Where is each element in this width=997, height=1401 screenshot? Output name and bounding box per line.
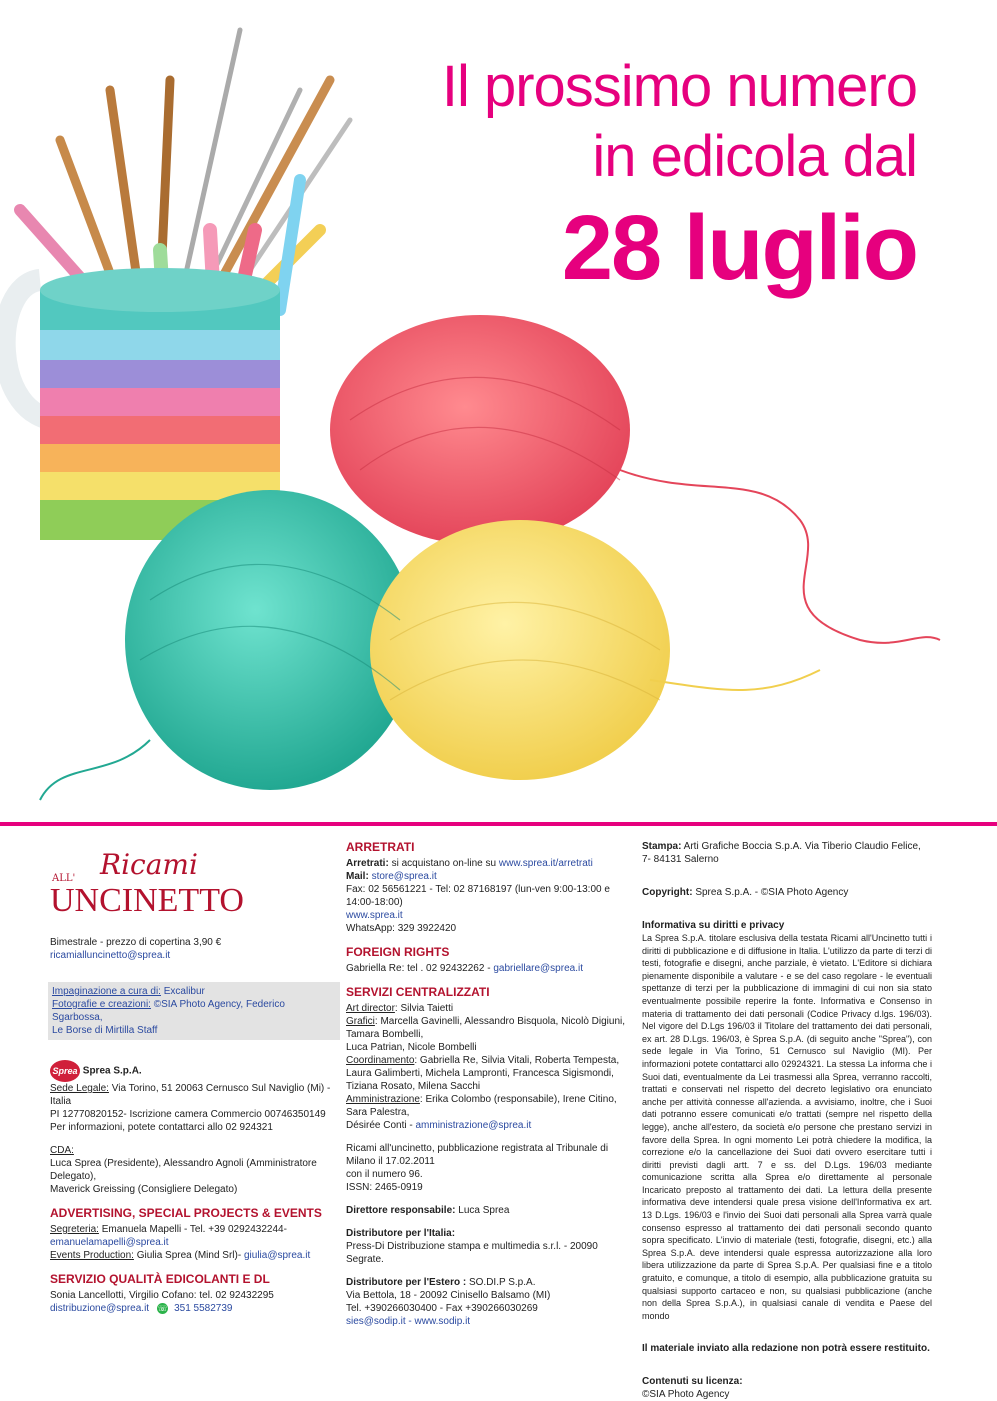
divider [0, 822, 997, 826]
headline-date: 28 luglio [561, 197, 917, 299]
sede-label: Sede Legale: [50, 1083, 109, 1094]
segreteria: Emanuela Mapelli - Tel. +39 0292432244- [98, 1224, 287, 1235]
impaginazione-label: Impaginazione a cura di: [52, 986, 161, 997]
amm-email[interactable]: amministrazione@sprea.it [415, 1120, 532, 1131]
amm: : Erika Colombo (responsabile), Irene Citino, Sara Palestra, [346, 1094, 617, 1118]
wa-number[interactable]: 351 5582739 [174, 1303, 233, 1314]
arretrati-title: ARRETRATI [346, 840, 415, 854]
cda-label: CDA: [50, 1145, 74, 1156]
events-email[interactable]: giulia@sprea.it [243, 1250, 311, 1261]
stampa-label: Stampa: [642, 841, 682, 852]
privacy-title: Informativa su diritti e privacy [642, 920, 785, 931]
foto-label: Fotografie e creazioni: [52, 999, 151, 1010]
dist-est: SO.DI.P S.p.A. [466, 1277, 536, 1288]
sq-title: SERVIZIO QUALITÀ EDICOLANTI E DL [50, 1272, 270, 1286]
dir-label: Direttore responsabile: [346, 1205, 456, 1216]
sq: Sonia Lancellotti, Virgilio Cofano: tel. 02 92432295 [50, 1290, 274, 1301]
impaginazione: Excalibur [160, 986, 205, 997]
fr: Gabriella Re: tel . 02 92432262 - [346, 963, 494, 974]
privacy-text: La Sprea S.p.A. titolare esclusiva della testata Ricami all'Uncinetto tutti i diritti di pubblicazione e di diffusione in Italia. L'utilizzo da parte di terzi di testi, fotografie e disegni, anche parziale, è vietato. L'Editore si dichiara pienamente disponibile a valutare - e se del caso regolare - le eventuali spettanze di terzi per la pubblicazione di immagini di cui non sia stato eventualmente possibile reperire la fonte. Informativa e Consenso in materia di trattamento dei dati personali (Codice Privacy d.lgs. 196/03). Nel vigore del D.Lgs 196/03 il Titolare del trattamento dei dati personali, ex art. 28 D.Lgs. 196/03, è Sprea S.p.A. (di seguito anche "Sprea"), con sede legale in Via Torino, 51 Cernusco sul Naviglio (MI). Per informazioni potete contattarci allo 02924321. La stessa La informa che i Suoi dati, eventualmente da Lei trasmessi alla Sprea, verranno raccolti, trattati e conservati nel rispetto del decreto legislativo ora enunciato anche per attività connesse all'azienda. a avvisiamo, inoltre, che i Suoi dati potranno essere comunicati e/o trattati (sempre nel rispetto della legge), anche all'estero, da società e/o persone che prestano servizi in favore della Sprea. In ogni momento Lei potrà chiedere la modifica, la correzione e/o la cancellazione dei Suoi dati ovvero esercitare tutti i diritti previsti dagli artt. 7 e ss. del D.Lgs. 196/03 mediante comunicazione scritta alla Sprea e/o direttamente al personale Incaricato preposto al trattamento dei dati. La lettura della presente informativa deve intendersi quale presa visione dell'Informativa ex art. 13 D.Lgs. 196/03 e l'invio dei Suoi dati personali alla Sprea varrà quale consenso espresso al trattamento dei dati personali secondo quanto sopra specificato. L'invio di materiale (testi, fotografie, disegni, etc.) alla Sprea S.p.A. deve intendersi quale espressa autorizzazione alla loro libera utilizzazione da parte di Sprea S.p.A. Per qualsiasi fine e a titolo gratuito, e comunque, a titolo di esempio, alla pubblicazione gratuita su qualsiasi supporto cartaceo e non, su qualsiasi pubblicazione (anche non della Sprea S.p.A.), in qualsiasi canale di vendita e Paese del mondo [642, 933, 932, 1321]
fax: Fax: 02 56561221 - Tel: 02 87168197 (lun-ven 9:00-13:00 e 14:00-18:00) [346, 884, 610, 908]
materiale: Il materiale inviato alla redazione non potrà essere restituito. [642, 1343, 930, 1355]
sprea-logo: Sprea [50, 1060, 80, 1082]
stampa: Arti Grafiche Boccia S.p.A. Via Tiberio Claudio Felice, 7- 84131 Salerno [642, 841, 921, 865]
whatsapp-icon: ☏ [157, 1303, 168, 1313]
dist-est2: Via Bettola, 18 - 20092 Cinisello Balsamo (MI) [346, 1290, 551, 1301]
coord: : Gabriella Re, Silvia Vitali, Roberta Tempesta, [414, 1055, 620, 1066]
reg: Ricami all'uncinetto, pubblicazione registrata al Tribunale di Milano il 17.02.2011 [346, 1143, 609, 1167]
events-label: Events Production: [50, 1250, 134, 1261]
info: Per informazioni, potete contattarci allo 02 924321 [50, 1122, 273, 1133]
sede: Via Torino, 51 20063 Cernusco Sul Naviglio (Mi) - Italia [50, 1083, 331, 1107]
sprea-name: Sprea S.p.A. [82, 1065, 142, 1077]
logo-all: ALL' [52, 873, 76, 884]
ad: : Silvia Taietti [394, 1003, 454, 1014]
mail[interactable]: store@sprea.it [371, 871, 437, 882]
grafici2: Luca Patrian, Nicole Bombelli [346, 1042, 477, 1053]
email-link[interactable]: ricamialluncinetto@sprea.it [50, 950, 171, 961]
cda2: Maverick Greissing (Consigliere Delegato) [50, 1184, 238, 1195]
cda: Luca Sprea (Presidente), Alessandro Agnoli (Amministratore Delegato), [50, 1158, 317, 1182]
coord2: Laura Galimberti, Michela Lampronti, Francesca Sigismondi, [346, 1068, 614, 1079]
licenza-title: Contenuti su licenza: [642, 1376, 743, 1388]
logo-uncinetto: UNCINETTO [50, 882, 244, 919]
licenza: ©SIA Photo Agency [642, 1389, 730, 1401]
grafici-label: Grafici [346, 1016, 375, 1027]
credits-box [48, 982, 340, 1040]
amm2: Désirée Conti - [346, 1120, 416, 1131]
coord-label: Coordinamento [346, 1055, 415, 1066]
sq-email[interactable]: distribuzione@sprea.it [50, 1303, 150, 1314]
ad-label: Art director [346, 1003, 395, 1014]
pi: PI 12770820152- Iscrizione camera Commercio 00746350149 [50, 1109, 326, 1120]
headline-line2: in edicola dal [592, 124, 917, 189]
headline-line1: Il prossimo numero [441, 54, 917, 119]
grafici: : Marcella Gavinelli, Alessandro Bisquola, Nicolò Digiuni, Tamara Bombelli, [346, 1016, 626, 1040]
segreteria-email[interactable]: emanuelamapelli@sprea.it [50, 1237, 169, 1248]
arretrati: si acquistano on-line su [388, 858, 499, 869]
dist-est-label: Distributore per l'Estero : [346, 1277, 467, 1288]
mail-label: Mail: [346, 871, 369, 882]
column-right [642, 840, 932, 1401]
price: Bimestrale - prezzo di copertina 3,90 € [50, 937, 222, 948]
arretrati-url[interactable]: www.sprea.it/arretrati [498, 858, 593, 869]
events: Giulia Sprea (Mind Srl)- [133, 1250, 244, 1261]
magazine-logo [50, 840, 340, 936]
coord3: Tiziana Rosato, Milena Sacchi [346, 1081, 481, 1092]
sc-title: SERVIZI CENTRALIZZATI [346, 985, 490, 999]
reg2: con il numero 96. [346, 1169, 423, 1180]
column-middle [346, 840, 638, 1328]
column-left [50, 840, 340, 1315]
logo-ricami: Ricami [100, 848, 198, 881]
whatsapp: WhatsApp: 329 3922420 [346, 923, 457, 934]
dist-est4[interactable]: sies@sodip.it - www.sodip.it [346, 1316, 471, 1327]
copyright: Sprea S.p.A. - ©SIA Photo Agency [692, 887, 849, 898]
web[interactable]: www.sprea.it [346, 910, 403, 921]
red-yarn-ball [330, 315, 630, 545]
segreteria-label: Segreteria: [50, 1224, 99, 1235]
dist-it-label: Distributore per l'Italia: [346, 1228, 456, 1239]
headline [442, 52, 917, 300]
yellow-yarn-ball [370, 520, 670, 780]
dist-it: Press-Di Distribuzione stampa e multimedia s.r.l. - 20090 Segrate. [346, 1241, 598, 1265]
amm-label: Amministrazione [346, 1094, 420, 1105]
dir: Luca Sprea [455, 1205, 510, 1216]
copyright-label: Copyright: [642, 887, 693, 898]
fr-title: FOREIGN RIGHTS [346, 945, 450, 959]
foto2: Le Borse di Mirtilla Staff [52, 1025, 158, 1036]
issn: ISSN: 2465-0919 [346, 1182, 423, 1193]
adv-title: ADVERTISING, SPECIAL PROJECTS & EVENTS [50, 1206, 322, 1220]
dist-est3: Tel. +390266030400 - Fax +390266030269 [346, 1303, 538, 1314]
arretrati-label: Arretrati: [346, 858, 389, 869]
foto: ©SIA Photo Agency, Federico Sgarbossa, [52, 999, 285, 1023]
fr-email[interactable]: gabriellare@sprea.it [493, 963, 583, 974]
